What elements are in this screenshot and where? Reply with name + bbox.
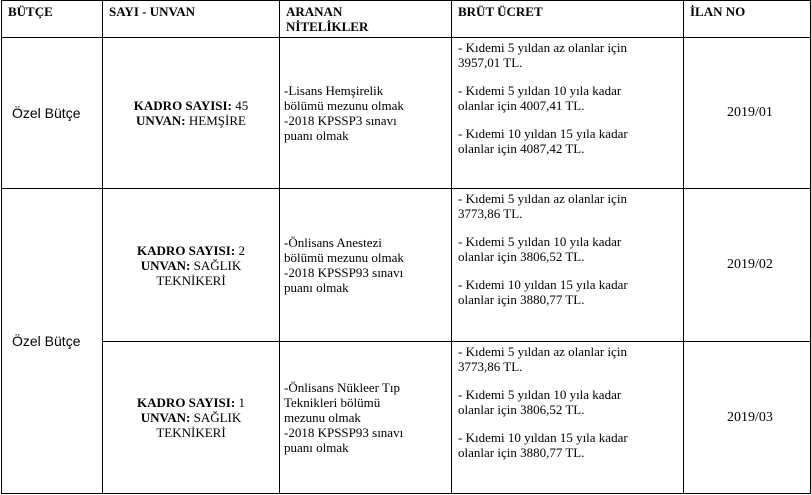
- salary-tier: - Kıdemi 5 yıldan 10 yıla kadar olanlar için 3806,52 TL.: [458, 234, 622, 264]
- cadre-cell: [103, 38, 280, 189]
- requirements-cell: [280, 189, 452, 342]
- requirement-line: -Önlisans Anestezi: [284, 235, 382, 250]
- requirement-line: -2018 KPSSP93 sınavı: [284, 425, 404, 440]
- header-aranan-line1: ARANAN: [286, 4, 343, 19]
- requirement-line: -2018 KPSSP3 sınavı: [284, 113, 397, 128]
- salary-tier: - Kıdemi 5 yıldan az olanlar için 3773,86 TL.: [458, 191, 627, 221]
- salary-tier: - Kıdemi 5 yıldan 10 yıla kadar olanlar için 3806,52 TL.: [458, 387, 622, 417]
- requirements-cell: [280, 38, 452, 189]
- job-listing-table: [1, 0, 811, 494]
- salary-cell: [452, 189, 684, 342]
- salary-tier: - Kıdemi 5 yıldan az olanlar için 3957,01 TL.: [458, 40, 627, 70]
- table-row: [2, 342, 811, 494]
- requirement-line: puanı olmak: [284, 128, 349, 143]
- header-sayi-unvan: SAYI - UNVAN: [103, 1, 280, 38]
- salary-tier: - Kıdemi 10 yıldan 15 yıla kadar olanlar için 3880,77 TL.: [458, 430, 628, 460]
- requirement-line: -Önlisans Nükleer Tıp: [284, 380, 401, 395]
- cadre-cell: [103, 189, 280, 342]
- requirement-line: bölümü mezunu olmak: [284, 250, 404, 265]
- requirement-line: puanı olmak: [284, 440, 349, 455]
- header-aranan-line2: NİTELİKLER: [286, 19, 369, 34]
- requirement-line: mezunu olmak: [284, 410, 361, 425]
- cadre-count: KADRO SAYISI: 1: [137, 395, 245, 410]
- ilan-no-cell: 2019/01: [684, 38, 811, 189]
- ilan-no-cell: 2019/03: [684, 342, 811, 494]
- requirement-line: puanı olmak: [284, 280, 349, 295]
- cadre-title-cont: TEKNİKERİ: [156, 272, 226, 288]
- salary-tier: - Kıdemi 5 yıldan 10 yıla kadar olanlar için 4007,41 TL.: [458, 83, 622, 113]
- cadre-title: UNVAN: SAĞLIK: [140, 410, 242, 425]
- salary-tier: - Kıdemi 5 yıldan az olanlar için 3773,86 TL.: [458, 344, 627, 374]
- budget-cell: Özel Bütçe: [2, 189, 103, 494]
- header-ilan-no: İLAN NO: [684, 1, 811, 38]
- salary-tier: - Kıdemi 10 yıldan 15 yıla kadar olanlar için 4087,42 TL.: [458, 126, 628, 156]
- cadre-title: UNVAN: HEMŞİRE: [136, 113, 246, 128]
- header-butce: BÜTÇE: [2, 1, 103, 38]
- requirement-line: -Lisans Hemşirelik: [284, 83, 384, 98]
- requirement-line: -2018 KPSSP93 sınavı: [284, 265, 404, 280]
- cadre-count: KADRO SAYISI: 2: [137, 242, 245, 258]
- table-row: [2, 189, 811, 342]
- header-row: [2, 1, 811, 38]
- requirement-line: bölümü mezunu olmak: [284, 98, 404, 113]
- header-aranan-nitelikler: [280, 1, 452, 38]
- cadre-title: UNVAN: SAĞLIK: [140, 257, 242, 273]
- salary-cell: [452, 38, 684, 189]
- salary-cell: [452, 342, 684, 494]
- budget-cell: Özel Bütçe: [2, 38, 103, 189]
- requirement-line: Teknikleri bölümü: [284, 395, 381, 410]
- requirements-cell: [280, 342, 452, 494]
- cadre-count: KADRO SAYISI: 45: [133, 98, 249, 113]
- cadre-cell: [103, 342, 280, 494]
- salary-tier: - Kıdemi 10 yıldan 15 yıla kadar olanlar için 3880,77 TL.: [458, 277, 628, 307]
- cadre-title-cont: TEKNİKERİ: [156, 425, 226, 440]
- ilan-no-cell: 2019/02: [684, 189, 811, 342]
- header-brut-ucret: BRÜT ÜCRET: [452, 1, 684, 38]
- table-row: [2, 38, 811, 189]
